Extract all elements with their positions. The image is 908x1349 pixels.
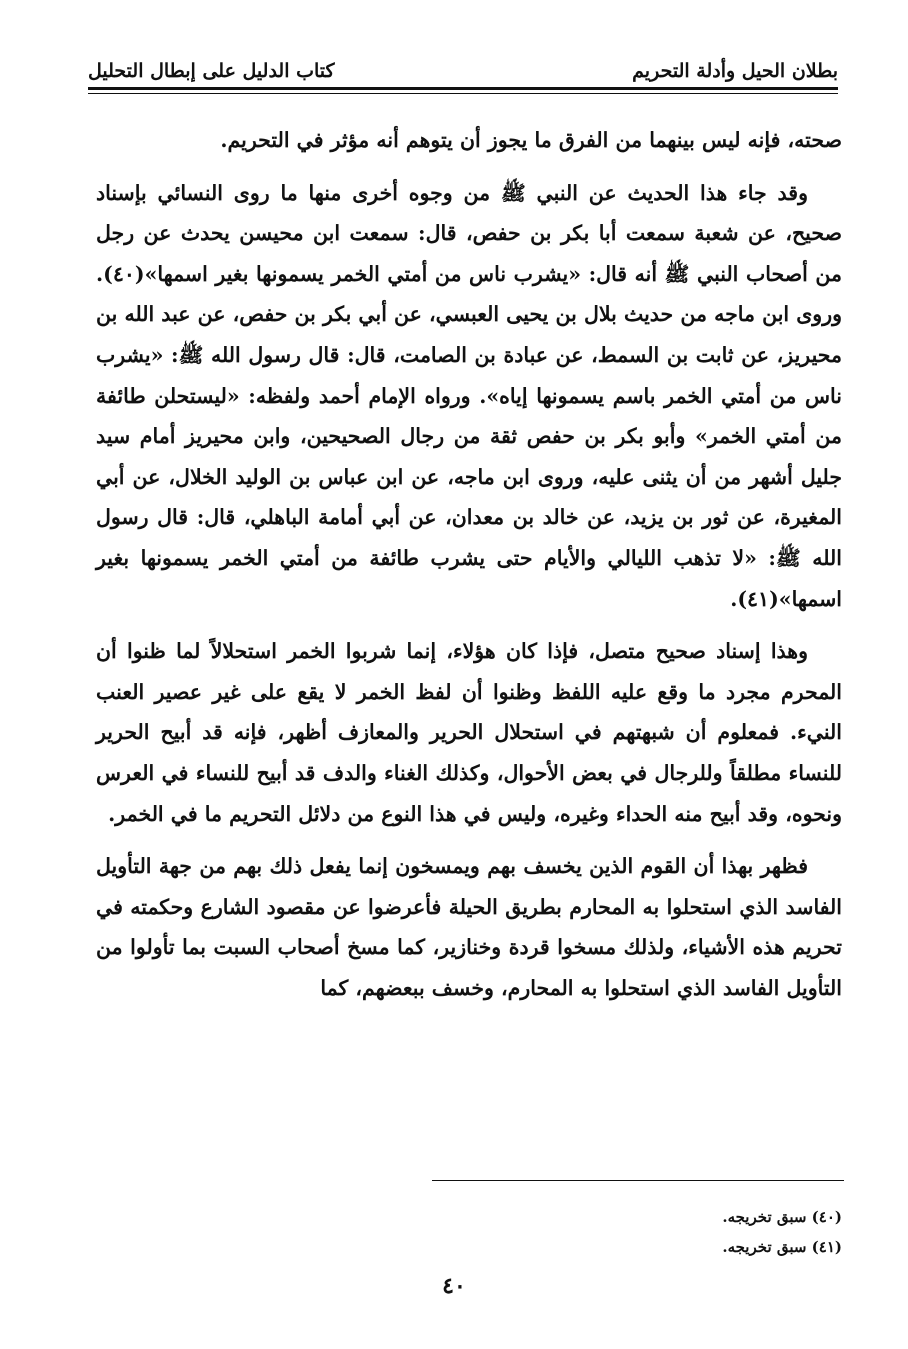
running-header <box>88 54 838 84</box>
footnote-41: (٤١) سبق تخريجه. <box>722 1238 842 1256</box>
header-rule-thin <box>88 93 838 94</box>
paragraph-4: فظهر بهذا أن القوم الذين يخسف بهم ويمسخون إنما يفعل ذلك بهم من جهة التأويل الفاسد الذي استحلوا به المحارم بطريق الحيلة فأعرضوا عن مقصود الشارع وحكمته في تحريم هذه الأشياء، ولذلك مسخوا قردة وخنازير، كما مسخ أصحاب السبت بما تأولوا من التأويل الفاسد الذي استحلوا به المحارم، وخسف ببعضهم، كما <box>96 854 842 1000</box>
footnotes <box>442 1202 842 1262</box>
paragraph-1: صحته، فإنه ليس بينهما من الفرق ما يجوز أن يتوهم أنه مؤثر في التحريم. <box>220 128 842 152</box>
footnote-40: (٤٠) سبق تخريجه. <box>722 1208 842 1226</box>
page-number: ٤٠ <box>442 1273 466 1299</box>
header-rule-thick <box>88 87 838 90</box>
footnote-separator <box>432 1180 844 1181</box>
header-left-title: كتاب الدليل على إبطال التحليل <box>88 60 335 82</box>
main-text <box>96 120 842 1008</box>
header-right-title: بطلان الحيل وأدلة التحريم <box>632 60 838 82</box>
paragraph-3: وهذا إسناد صحيح متصل، فإذا كان هؤلاء، إنما شربوا الخمر استحلالاً لما ظنوا أن المحرم مجرد ما وقع عليه اللفظ وظنوا أن لفظ الخمر لا يقع على غير عصير العنب النيء. فمعلوم أن شبهتهم في استحلال الحرير والمعازف أظهر، فإنه قد أبيح الحرير للنساء مطلقاً وللرجال في بعض الأحوال، وكذلك الغناء والدف قد أبيح للنساء في العرس ونحوه، وقد أبيح منه الحداء وغيره، وليس في هذا النوع من دلائل التحريم ما في الخمر. <box>96 639 842 826</box>
paragraph-2: وقد جاء هذا الحديث عن النبي ﷺ من وجوه أخرى منها ما روى النسائي بإسناد صحيح، عن شعبة سمعت أبا بكر بن حفص، قال: سمعت ابن محيسن يحدث عن رجل من أصحاب النبي ﷺ أنه قال: «يشرب ناس من أمتي الخمر يسمونها بغير اسمها»(٤٠). وروى ابن ماجه من حديث بلال بن يحيى العبسي، عن أبي بكر بن حفص، عن عبد الله بن محيريز، عن ثابت بن السمط، عن عبادة بن الصامت، قال: قال رسول الله ﷺ: «يشرب ناس من أمتي الخمر باسم يسمونها إياه». ورواه الإمام أحمد ولفظه: «ليستحلن طائفة من أمتي الخمر» وأبو بكر بن حفص ثقة من رجال الصحيحين، وابن محيريز أمام سيد جليل أشهر من أن يثنى عليه، وروى ابن ماجه، عن ابن عباس بن الوليد الخلال، عن أبي المغيرة، عن ثور بن يزيد، عن خالد بن معدان، عن أبي أمامة الباهلي، قال: قال رسول الله ﷺ: «لا تذهب الليالي والأيام حتى يشرب طائفة من أمتي الخمر يسمونها بغير اسمها»(٤١). <box>96 180 842 611</box>
